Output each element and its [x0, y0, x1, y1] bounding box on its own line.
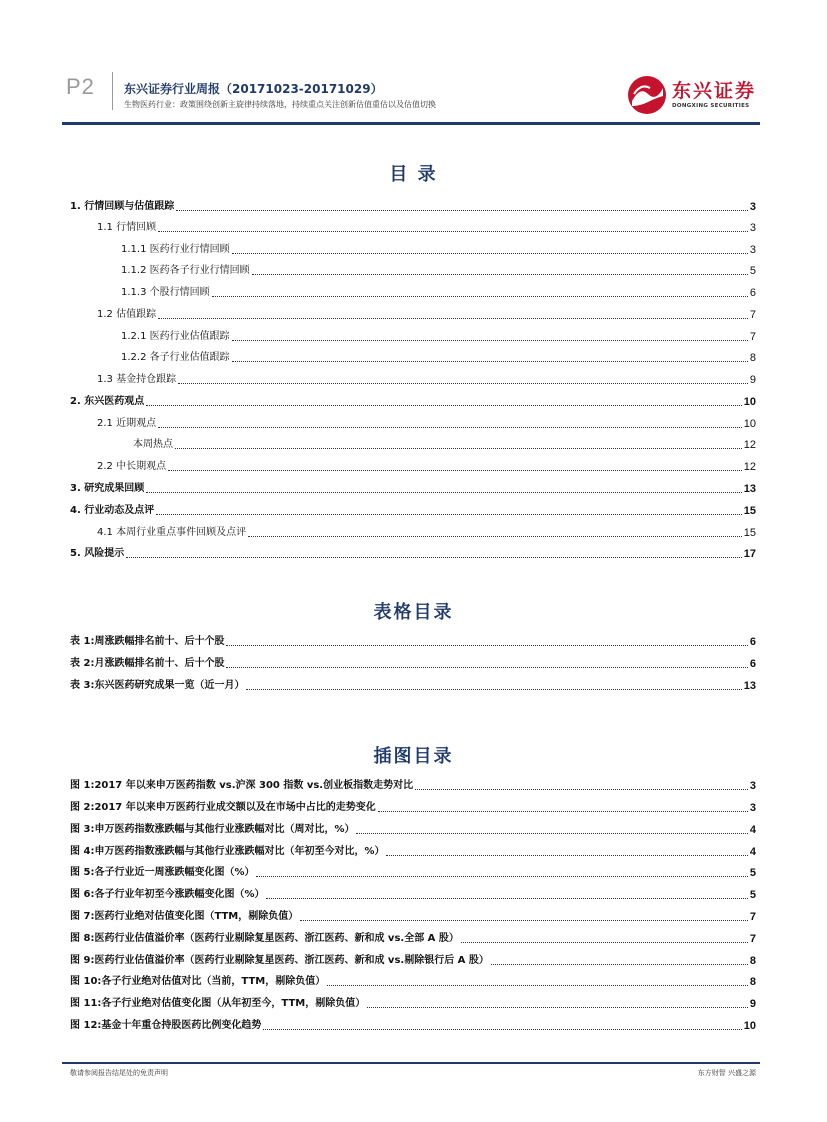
figure-entry[interactable]: 图 7:医药行业绝对估值变化图（TTM，剔除负值） 7: [70, 911, 756, 923]
figure-entry[interactable]: 图 9:医药行业估值溢价率（医药行业剔除复星医药、浙江医药、新和成 vs.剔除银行后 A 股） 8: [70, 955, 756, 967]
page-number: P2: [66, 74, 95, 99]
toc-entry[interactable]: 1.1.2 医药各子行业行情回顾 5: [121, 265, 756, 277]
figure-entry[interactable]: 图 5:各子行业近一周涨跌幅变化图（%） 5: [70, 867, 756, 879]
tables-list-title: 表格目录: [373, 602, 454, 623]
toc-entry[interactable]: 1.2.1 医药行业估值跟踪 7: [121, 331, 756, 343]
toc-entry[interactable]: 2.1 近期观点 10: [97, 418, 756, 430]
figures-list-title: 插图目录: [373, 746, 454, 767]
footer-slogan: 东方财智 兴盛之源: [697, 1069, 756, 1077]
dongxing-logo-icon: [626, 74, 668, 116]
header-rule: [62, 122, 760, 125]
figure-entry[interactable]: 图 11:各子行业绝对估值变化图（从年初至今，TTM，剔除负值） 9: [70, 998, 756, 1010]
toc-entry[interactable]: 1.1.3 个股行情回顾 6: [121, 287, 756, 299]
figure-entry[interactable]: 图 2:2017 年以来申万医药行业成交额以及在市场中占比的走势变化 3: [70, 802, 756, 814]
toc-entry[interactable]: 1.1 行情回顾 3: [97, 222, 756, 234]
toc-entry[interactable]: 1.3 基金持仓跟踪 9: [97, 374, 756, 386]
toc-title: 目 录: [389, 164, 438, 185]
report-subtitle: 生物医药行业：政策围绕创新主旋律持续落地，持续重点关注创新估值重估以及估值切换: [124, 100, 436, 109]
logo-text-cn: 东兴证券: [672, 80, 757, 102]
toc-entry[interactable]: 2. 东兴医药观点 10: [70, 396, 756, 408]
toc-entry[interactable]: 本周热点 12: [133, 439, 756, 451]
toc-entry[interactable]: 4. 行业动态及点评 15: [70, 505, 756, 517]
footer-rule: [62, 1062, 760, 1064]
table-entry[interactable]: 表 3:东兴医药研究成果一览（近一月） 13: [70, 680, 756, 692]
figure-entry[interactable]: 图 4:申万医药指数涨跌幅与其他行业涨跌幅对比（年初至今对比，%） 4: [70, 846, 756, 858]
logo-text-en: DONGXING SECURITIES: [672, 103, 750, 109]
toc-entry[interactable]: 3. 研究成果回顾 13: [70, 483, 756, 495]
figure-entry[interactable]: 图 10:各子行业绝对估值对比（当前，TTM，剔除负值） 8: [70, 976, 756, 988]
toc-entry[interactable]: 4.1 本周行业重点事件回顾及点评 15: [97, 527, 756, 539]
figure-entry[interactable]: 图 1:2017 年以来申万医药指数 vs.沪深 300 指数 vs.创业板指数走势对比 3: [70, 780, 756, 792]
toc-entry[interactable]: 1. 行情回顾与估值跟踪 3: [70, 201, 756, 213]
footer-disclaimer: 敬请参阅报告结尾处的免责声明: [70, 1069, 168, 1077]
toc-entry[interactable]: 5. 风险提示 17: [70, 548, 756, 560]
figure-entry[interactable]: 图 3:申万医药指数涨跌幅与其他行业涨跌幅对比（周对比，%） 4: [70, 824, 756, 836]
table-entry[interactable]: 表 2:月涨跌幅排名前十、后十个股 6: [70, 658, 756, 670]
toc-entry[interactable]: 1.1.1 医药行业行情回顾 3: [121, 244, 756, 256]
figure-entry[interactable]: 图 8:医药行业估值溢价率（医药行业剔除复星医药、浙江医药、新和成 vs.全部 A 股） 7: [70, 933, 756, 945]
toc-entry[interactable]: 2.2 中长期观点 12: [97, 461, 756, 473]
table-entry[interactable]: 表 1:周涨跌幅排名前十、后十个股 6: [70, 636, 756, 648]
figure-entry[interactable]: 图 6:各子行业年初至今涨跌幅变化图（%） 5: [70, 889, 756, 901]
report-title: 东兴证券行业周报（20171023-20171029）: [124, 82, 383, 96]
toc-entry[interactable]: 1.2.2 各子行业估值跟踪 8: [121, 352, 756, 364]
figure-entry[interactable]: 图 12:基金十年重仓持股医药比例变化趋势 10: [70, 1020, 756, 1032]
header-divider: [112, 72, 113, 110]
toc-entry[interactable]: 1.2 估值跟踪 7: [97, 309, 756, 321]
